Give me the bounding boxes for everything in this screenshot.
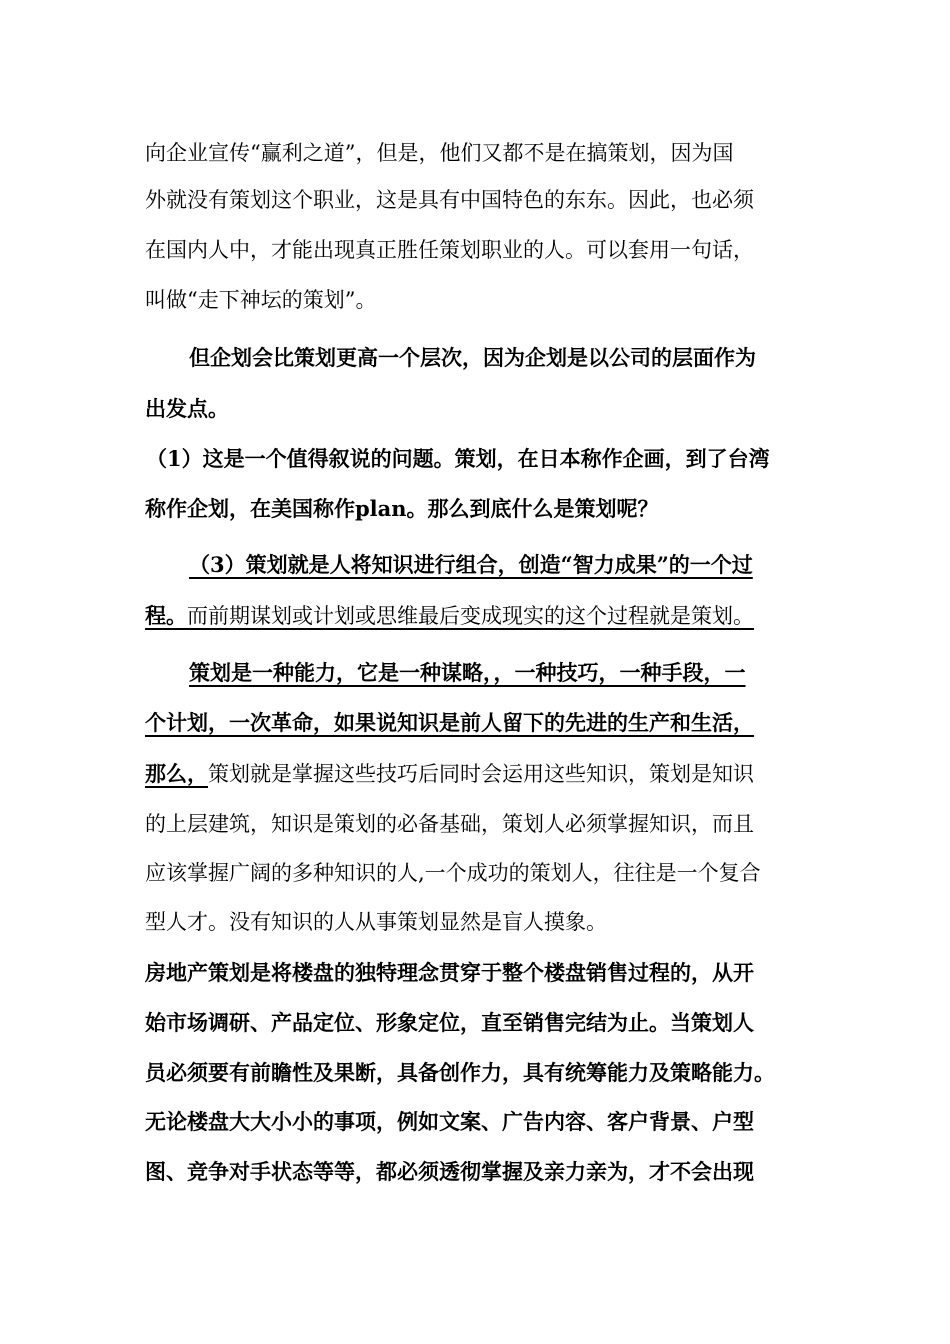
paragraph-2-line-1: 但企划会比策划更高一个层次，因为企划是以公司的层面作为	[189, 345, 756, 370]
paragraph-1-line-3: 在国内人中，才能出现真正胜任策划职业的人。可以套用一句话，	[145, 238, 754, 262]
paragraph-6-line-5: 图、竞争对手状态等等，都必须透彻掌握及亲力亲为，才不会出现	[145, 1159, 754, 1184]
paragraph-3-line-1: （1）这是一个值得叙说的问题。策划，在日本称作企画，到了台湾	[146, 446, 770, 471]
paragraph-1-line-2: 外就没有策划这个职业，这是具有中国特色的东东。因此，也必须	[145, 188, 754, 212]
paragraph-5-line-3-rest: 策划就是掌握这些技巧后同时会运用这些知识，策划是知识	[208, 762, 754, 786]
paragraph-4-line-2-bold: 程。	[145, 603, 187, 628]
paragraph-5-line-4: 的上层建筑，知识是策划的必备基础，策划人必须掌握知识，而且	[145, 812, 754, 836]
paragraph-5-line-1: 策划是一种能力，它是一种谋略，，一种技巧，一种手段，一	[189, 660, 746, 685]
paragraph-6-line-4: 无论楼盘大大小小的事项，例如文案、广告内容、客户背景、户型	[145, 1109, 754, 1134]
paragraph-5-line-6: 型人才。没有知识的人从事策划显然是盲人摸象。	[145, 910, 607, 934]
paragraph-5-line-3	[145, 760, 754, 788]
paragraph-5-line-3-bold: 那么，	[145, 761, 208, 786]
paragraph-6-line-1: 房地产策划是将楼盘的独特理念贯穿于整个楼盘销售过程的，从开	[145, 960, 754, 985]
paragraph-6-line-3: 员必须要有前瞻性及果断，具备创作力，具有统筹能力及策略能力。	[145, 1060, 775, 1085]
paragraph-4-line-2-rest: 而前期谋划或计划或思维最后变成现实的这个过程就是策划。	[187, 604, 754, 628]
paragraph-3-line-2: 称作企划，在美国称作plan。那么到底什么是策划呢？	[145, 496, 659, 521]
paragraph-1-line-1: 向企业宣传“赢利之道”，但是，他们又都不是在搞策划，因为国	[145, 141, 734, 165]
paragraph-5-line-2: 个计划，一次革命，如果说知识是前人留下的先进的生产和生活，	[145, 710, 754, 735]
paragraph-1-line-4: 叫做“走下神坛的策划”。	[145, 288, 377, 312]
paragraph-4-line-1: （3）策划就是人将知识进行组合，创造“智力成果”的一个过	[189, 552, 753, 577]
paragraph-5-line-5: 应该掌握广阔的多种知识的人,一个成功的策划人，往往是一个复合	[145, 861, 761, 885]
paragraph-6-line-2: 始市场调研、产品定位、形象定位，直至销售完结为止。当策划人	[145, 1010, 754, 1035]
paragraph-4-line-2	[145, 602, 754, 630]
paragraph-2-line-2: 出发点。	[145, 396, 229, 421]
